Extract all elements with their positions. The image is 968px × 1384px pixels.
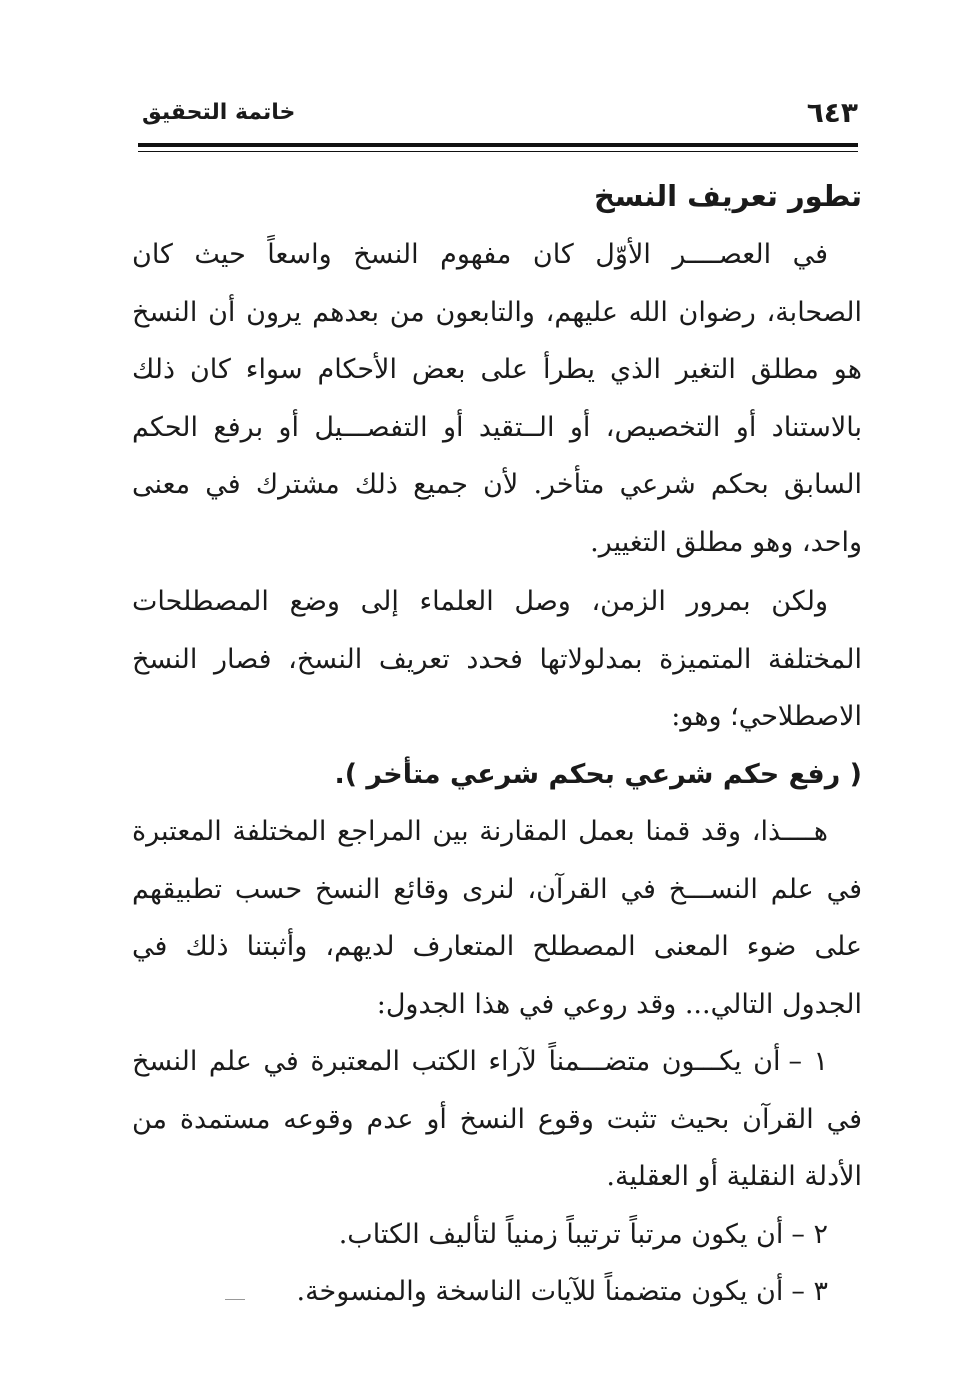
list-item-number: ٣ – <box>791 1276 828 1307</box>
paragraph-1: في العصــــر الأوّل كان مفهوم النسخ واسعاً حيث كان الصحابة، رضوان الله عليهم، والتابعون من بعدهم يرون أن النسخ هو مطلق التغير الذي يطرأ على بعض الأحكام سواء كان ذلك بالاستناد أو التخصيص، أو الــتقيد أو التفصـــيل أو برفع الحكم السابق بحكم شرعي متأخر. لأن جميع ذلك مشترك في معنى واحد، وهو مطلق التغيير. <box>132 239 862 558</box>
list-item-text: أن يكون مرتباً ترتيباً زمنياً لتأليف الكتاب. <box>338 1218 784 1250</box>
list-item-text: أن يكـــون متضـــمناً لآراء الكتب المعتبرة في علم النسخ في القرآن بحيث تثبت وقوع النسخ أو عدم وقوعه مستمدة من الأدلة النقلية أو العقلية. <box>132 1046 862 1192</box>
scan-mark <box>225 1299 245 1300</box>
paragraph-2: ولكن بمرور الزمن، وصل العلماء إلى وضع المصطلحات المختلفة المتميزة بمدلولاتها فحدد تعريف النسخ، فصار النسخ الاصطلاحي؛ وهو: <box>132 586 862 732</box>
naskh-definition: ( رفع حكم شرعي بحكم شرعي متأخر ). <box>334 758 862 790</box>
paragraph-3: هــــذا، وقد قمنا بعمل المقارنة بين المراجع المختلفة المعتبرة في علم النســـخ في القرآن، لنرى وقائع النسخ حسب تطبيقهم على ضوء المعنى المصطلح المتعارف لديهم، وأثبتنا ذلك في الجدول التالي... وقد روعي في هذا الجدول: <box>132 816 862 1020</box>
main-content <box>132 170 862 1321</box>
list-item-text: أن يكون متضمناً للآيات الناسخة والمنسوخة. <box>296 1276 784 1307</box>
section-heading: تطور تعريف النسخ <box>593 179 862 213</box>
running-header <box>138 96 858 144</box>
list-item <box>132 1206 862 1264</box>
running-title: خاتمة التحقيق <box>142 100 296 125</box>
list-item-number: ٢ – <box>791 1218 828 1250</box>
list-item <box>132 1263 862 1321</box>
list-item <box>132 1033 862 1206</box>
header-rule-thick <box>138 143 858 147</box>
header-rule-thin <box>138 151 858 152</box>
criteria-list <box>132 1033 862 1321</box>
page-number: ٦٤٣ <box>806 96 858 129</box>
list-item-number: ١ – <box>788 1046 828 1077</box>
